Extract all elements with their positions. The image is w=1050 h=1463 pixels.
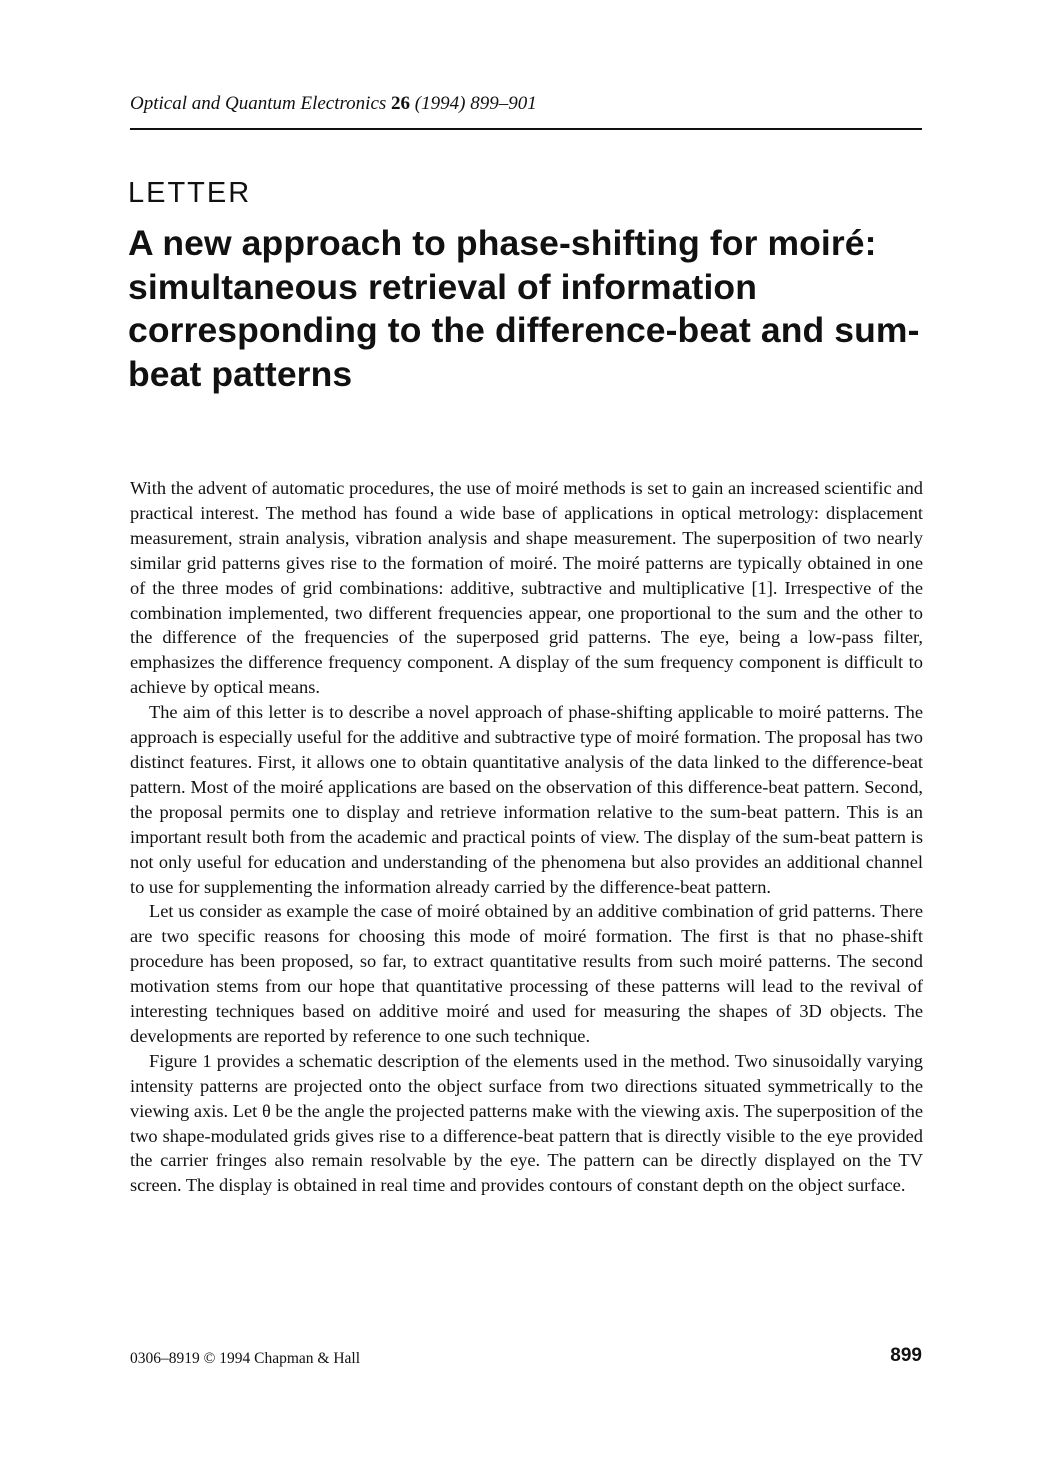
header-rule [130, 128, 922, 130]
article-title: A new approach to phase-shifting for moiré: simultaneous retrieval of information corresponding to the difference-beat and sum-beat patterns [128, 223, 920, 394]
journal-volume: 26 [391, 93, 411, 114]
body-paragraph: Let us consider as example the case of moiré obtained by an additive combination of grid patterns. There are two specific reasons for choosing this mode of moiré formation. The first is that no phase-shift procedure has been proposed, so far, to extract quantitative results from such moiré patterns. The second motivation stems from our hope that quantitative processing of these patterns will lead to the revival of interesting techniques based on additive moiré and used for measuring the shapes of 3D objects. The developments are reported by reference to one such technique. [130, 901, 923, 1046]
body-paragraph: The aim of this letter is to describe a novel approach of phase-shifting applicable to moiré patterns. The approach is especially useful for the additive and subtractive type of moiré formation. The proposal has two distinct features. First, it allows one to obtain quantitative analysis of the data linked to the difference-beat pattern. Most of the moiré applications are based on the observation of this difference-beat pattern. Second, the proposal permits one to display and retrieve information relative to the sum-beat pattern. This is an important result both from the academic and practical points of view. The display of the sum-beat pattern is not only useful for education and understanding of the phenomena but also provides an additional channel to use for supplementing the information already carried by the difference-beat pattern. [130, 702, 923, 897]
issn-copyright: 0306–8919 © 1994 Chapman & Hall [130, 1350, 361, 1367]
journal-citation-header [130, 92, 922, 116]
article-type-label: LETTER [128, 177, 252, 209]
body-paragraph: Figure 1 provides a schematic description of the elements used in the method. Two sinusoidally varying intensity patterns are projected onto the object surface from two directions situated symmetrically to the viewing axis. Let θ be the angle the projected patterns make with the viewing axis. The superposition of the two shape-modulated grids gives rise to a difference-beat pattern that is directly visible to the eye provided the carrier fringes also remain resolvable by the eye. The pattern can be directly displayed on the TV screen. The display is obtained in real time and provides contours of constant depth on the object surface. [130, 1050, 923, 1196]
body-paragraph: With the advent of automatic procedures, the use of moiré methods is set to gain an increased scientific and practical interest. The method has found a wide base of applications in optical metrology: displacement measurement, strain analysis, vibration analysis and shape measurement. The superposition of two nearly similar grid patterns gives rise to the formation of moiré. The moiré patterns are typically obtained in one of the three modes of grid combinations: additive, subtractive and multiplicative [1]. Irrespective of the combination implemented, two different frequencies appear, one proportional to the sum and the other to the difference of the frequencies of the superposed grid patterns. The eye, being a low-pass filter, emphasizes the difference frequency component. A display of the sum frequency component is difficult to achieve by optical means. [130, 478, 923, 698]
journal-year-pages: (1994) 899–901 [414, 93, 537, 114]
journal-name: Optical and Quantum Electronics [130, 93, 387, 114]
article-body [130, 476, 923, 1198]
page-number: 899 [890, 1345, 922, 1366]
